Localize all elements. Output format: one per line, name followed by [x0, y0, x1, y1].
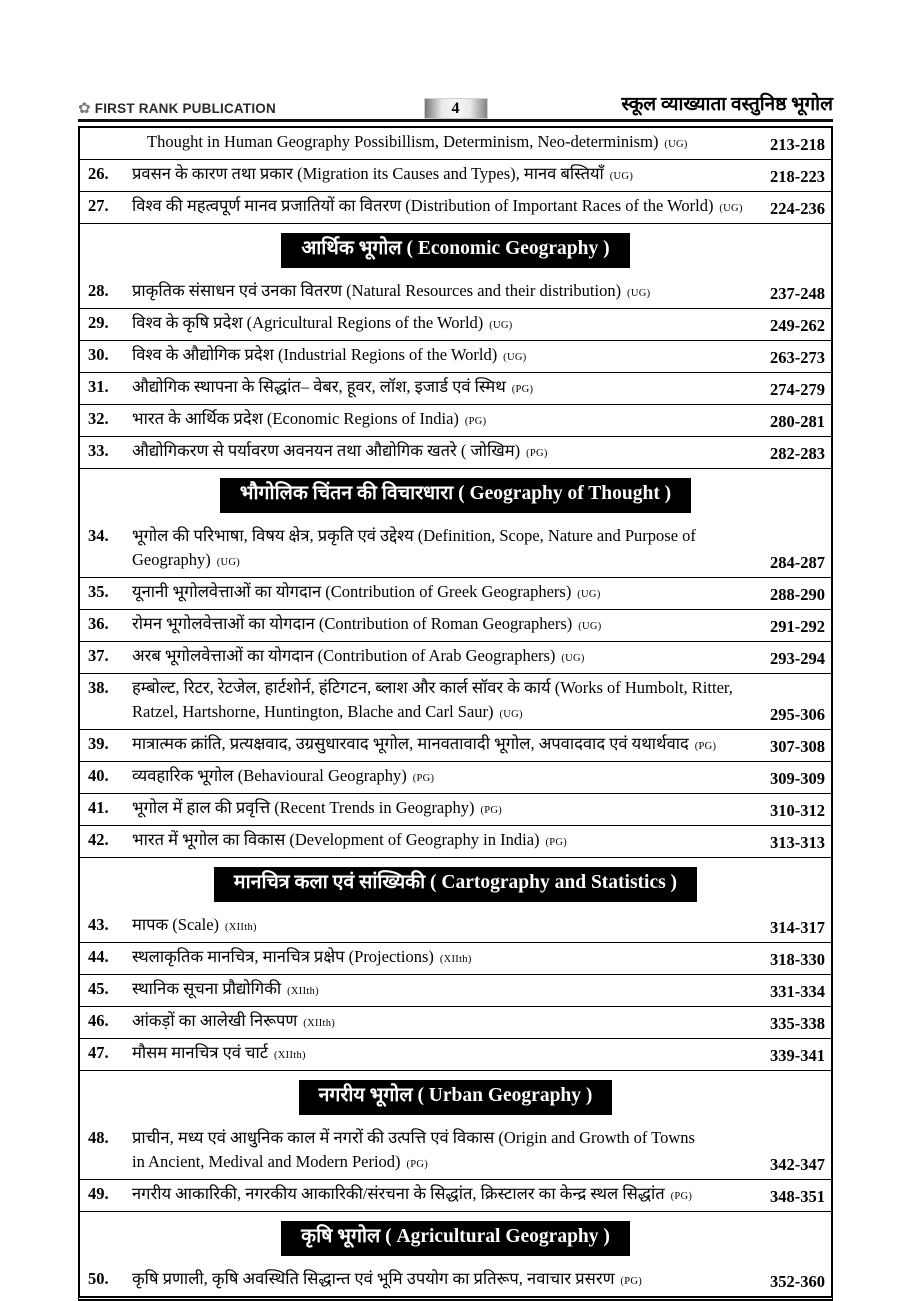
toc-entry [80, 911, 831, 943]
entry-pages: 218-223 [770, 167, 825, 186]
entry-line: Ratzel, Hartshorne, Huntington, Blache and Carl Saur) (UG) [132, 702, 523, 721]
entry-pages: 342-347 [770, 1155, 825, 1174]
entry-pages: 237-248 [770, 284, 825, 303]
grade-tag: (UG) [624, 288, 651, 299]
entry-number: 39. [88, 734, 109, 753]
publisher-logo-icon: ✿ [78, 100, 91, 117]
entry-line: अरब भूगोलवेत्ताओं का योगदान (Contribution of Arab Geographers) (UG) [132, 646, 585, 665]
toc-entry [80, 309, 831, 341]
entry-pages: 284-287 [770, 553, 825, 572]
entry-number: 38. [88, 678, 109, 697]
entry-text [132, 612, 762, 639]
entry-text [132, 796, 762, 823]
toc-entry [80, 975, 831, 1007]
page-number-badge [424, 98, 488, 119]
entry-text [132, 644, 762, 671]
entry-text [132, 1041, 762, 1068]
header-rule [78, 119, 833, 122]
toc-entry [80, 160, 831, 192]
entry-pages: 310-312 [770, 801, 825, 820]
entry-number: 33. [88, 441, 109, 460]
toc-entry [80, 341, 831, 373]
entry-text [132, 977, 762, 1004]
grade-tag: (UG) [575, 621, 602, 632]
entry-line: नगरीय आकारिकी, नगरकीय आकारिकी/संरचना के सिद्धांत, क्रिस्टालर का केन्द्र स्थल सिद्धांत (PG) [132, 1184, 693, 1203]
entry-text [132, 1267, 762, 1294]
grade-tag: (PG) [542, 837, 568, 848]
entry-number: 36. [88, 614, 109, 633]
entry-text [132, 764, 762, 791]
grade-tag: (PG) [403, 1159, 429, 1170]
entry-pages: 293-294 [770, 649, 825, 668]
entry-line: कृषि प्रणाली, कृषि अवस्थिति सिद्धान्त एवं भूमि उपयोग का प्रतिरूप, नवाचार प्रसरण (PG) [132, 1269, 643, 1288]
grade-tag: (UG) [558, 653, 585, 664]
section-title: कृषि भूगोल ( Agricultural Geography ) [281, 1221, 630, 1255]
entry-text [132, 945, 762, 972]
section-header [80, 469, 831, 522]
entry-text [132, 407, 762, 434]
entry-pages: 352-360 [770, 1272, 825, 1291]
entry-line: विश्व के कृषि प्रदेश (Agricultural Regions of the World) (UG) [132, 313, 513, 332]
entry-number: 27. [88, 196, 109, 215]
entry-number: 47. [88, 1043, 109, 1062]
entry-pages: 307-308 [770, 737, 825, 756]
publisher [78, 101, 276, 116]
grade-tag: (PG) [667, 1191, 693, 1202]
grade-tag: (UG) [213, 557, 241, 568]
entry-text [132, 580, 762, 607]
entry-text [132, 279, 762, 306]
entry-pages: 213-218 [770, 135, 825, 154]
entry-number: 50. [88, 1269, 109, 1288]
entry-pages: 291-292 [770, 617, 825, 636]
entry-number: 42. [88, 830, 109, 849]
page-header [78, 90, 833, 116]
toc-entry [80, 610, 831, 642]
entry-number: 30. [88, 345, 109, 364]
section-header [80, 1071, 831, 1124]
entry-pages: 288-290 [770, 585, 825, 604]
grade-tag: (UG) [716, 203, 743, 214]
entry-line: यूनानी भूगोलवेत्ताओं का योगदान (Contribution of Greek Geographers) (UG) [132, 582, 601, 601]
entry-pages: 224-236 [770, 199, 825, 218]
entry-text [132, 130, 762, 157]
entry-line: प्राकृतिक संसाधन एवं उनका वितरण (Natural Resources and their distribution) (UG) [132, 281, 651, 300]
toc-entry [80, 1039, 831, 1071]
entry-number: 29. [88, 313, 109, 332]
entry-text [132, 732, 762, 759]
entry-number: 41. [88, 798, 109, 817]
entry-line: स्थलाकृतिक मानचित्र, मानचित्र प्रक्षेप (Projections) (XIIth) [132, 947, 472, 966]
entry-number: 34. [88, 526, 109, 545]
entry-number: 48. [88, 1128, 109, 1147]
entry-pages: 314-317 [770, 918, 825, 937]
grade-tag: (PG) [409, 773, 435, 784]
toc-entry [80, 373, 831, 405]
toc-entry [80, 437, 831, 469]
entry-text [132, 1009, 762, 1036]
grade-tag: (XIIth) [271, 1050, 306, 1061]
grade-tag: (XIIth) [222, 922, 257, 933]
entry-line: मापक (Scale) (XIIth) [132, 915, 257, 934]
section-header [80, 224, 831, 277]
section-title: नगरीय भूगोल ( Urban Geography ) [299, 1080, 613, 1114]
grade-tag: (PG) [523, 448, 548, 459]
book-title: स्कूल व्याख्याता वस्तुनिष्ठ भूगोल [621, 94, 833, 116]
toc-entry [80, 522, 831, 578]
entry-line: रोमन भूगोलवेत्ताओं का योगदान (Contribution of Roman Geographers) (UG) [132, 614, 602, 633]
entry-line: हम्बोल्ट, रिटर, रेटजेल, हार्टशोर्न, हंटिगटन, ब्लाश और कार्ल सॉवर के कार्य (Works of Humbolt, Ritter, [132, 678, 733, 697]
grade-tag: (UG) [486, 320, 513, 331]
entry-text [132, 913, 762, 940]
entry-pages: 309-309 [770, 769, 825, 788]
entry-number: 26. [88, 164, 109, 183]
toc-entry [80, 578, 831, 610]
entry-line: औद्योगिकरण से पर्यावरण अवनयन तथा औद्योगिक खतरे ( जोखिम) (PG) [132, 441, 548, 460]
entry-number: 37. [88, 646, 109, 665]
grade-tag: (PG) [477, 805, 503, 816]
grade-tag: (XIIth) [300, 1018, 336, 1029]
entry-pages: 274-279 [770, 380, 825, 399]
section-title: मानचित्र कला एवं सांख्यिकी ( Cartography and Statistics ) [214, 867, 697, 901]
grade-tag: (PG) [617, 1276, 643, 1287]
toc-entry [80, 128, 831, 160]
entry-text [132, 194, 762, 221]
entry-pages: 282-283 [770, 444, 825, 463]
entry-line: स्थानिक सूचना प्रौद्योगिकी (XIIth) [132, 979, 319, 998]
section-title: आर्थिक भूगोल ( Economic Geography ) [281, 233, 629, 267]
entry-number: 40. [88, 766, 109, 785]
toc-entry [80, 674, 831, 730]
toc-entry [80, 1124, 831, 1180]
toc-entry [80, 1180, 831, 1212]
toc-entry [80, 1007, 831, 1039]
entry-text [132, 343, 762, 370]
toc-entry [80, 794, 831, 826]
entry-line: विश्व की महत्वपूर्ण मानव प्रजातियों का वितरण (Distribution of Important Races of the World) (UG) [132, 196, 743, 215]
toc-entry [80, 642, 831, 674]
grade-tag: (UG) [606, 171, 634, 182]
entry-text [132, 828, 762, 855]
page-number: 4 [451, 99, 460, 117]
entry-number: 45. [88, 979, 109, 998]
entry-line: भूगोल में हाल की प्रवृत्ति (Recent Trends in Geography) (PG) [132, 798, 503, 817]
grade-tag: (XIIth) [436, 954, 472, 965]
entry-number: 46. [88, 1011, 109, 1030]
grade-tag: (XIIth) [284, 986, 319, 997]
section-header [80, 858, 831, 911]
entry-line: औद्योगिक स्थापना के सिद्धांत– वेबर, हूवर, लॉश, इजार्ड एवं स्मिथ (PG) [132, 377, 534, 396]
entry-number: 32. [88, 409, 109, 428]
entry-number: 31. [88, 377, 109, 396]
grade-tag: (PG) [691, 741, 717, 752]
entry-text [132, 676, 762, 727]
entry-line: विश्व के औद्योगिक प्रदेश (Industrial Regions of the World) (UG) [132, 345, 527, 364]
toc-entry [80, 730, 831, 762]
entry-text [132, 439, 762, 466]
entry-line: आंकड़ों का आलेखी निरूपण (XIIth) [132, 1011, 336, 1030]
toc-entry [80, 277, 831, 309]
entry-text [132, 162, 762, 189]
entry-pages: 295-306 [770, 705, 825, 724]
toc-entry [80, 826, 831, 858]
entry-number: 35. [88, 582, 109, 601]
entry-pages: 348-351 [770, 1187, 825, 1206]
entry-pages: 280-281 [770, 412, 825, 431]
toc-entry [80, 762, 831, 794]
entry-line: प्रवसन के कारण तथा प्रकार (Migration its Causes and Types), मानव बस्तियाँ (UG) [132, 164, 634, 183]
section-header [80, 1212, 831, 1265]
entry-pages: 318-330 [770, 950, 825, 969]
toc-entry [80, 192, 831, 224]
grade-tag: (UG) [661, 139, 688, 150]
entry-pages: 249-262 [770, 316, 825, 335]
toc-table [78, 126, 833, 1301]
entry-pages: 263-273 [770, 348, 825, 367]
entry-pages: 331-334 [770, 982, 825, 1001]
entry-pages: 339-341 [770, 1046, 825, 1065]
entry-number: 43. [88, 915, 109, 934]
grade-tag: (UG) [574, 589, 601, 600]
grade-tag: (PG) [508, 384, 534, 395]
entry-text [132, 1126, 762, 1177]
entry-line: व्यवहारिक भूगोल (Behavioural Geography) (PG) [132, 766, 435, 785]
toc-entry [80, 1265, 831, 1296]
entry-text [132, 1182, 762, 1209]
grade-tag: (UG) [500, 352, 527, 363]
entry-pages: 313-313 [770, 833, 825, 852]
entry-text [132, 311, 762, 338]
entry-number: 49. [88, 1184, 109, 1203]
entry-pages: 335-338 [770, 1014, 825, 1033]
entry-text [132, 524, 762, 575]
entry-number: 28. [88, 281, 109, 300]
grade-tag: (UG) [496, 709, 523, 720]
entry-text [132, 375, 762, 402]
entry-line: प्राचीन, मध्य एवं आधुनिक काल में नगरों की उत्पत्ति एवं विकास (Origin and Growth of Towns [132, 1128, 695, 1147]
section-title: भौगोलिक चिंतन की विचारधारा ( Geography of Thought ) [220, 478, 691, 512]
grade-tag: (PG) [461, 416, 487, 427]
toc-entry [80, 405, 831, 437]
entry-line: मात्रात्मक क्रांति, प्रत्यक्षवाद, उग्रसुधारवाद भूगोल, मानवतावादी भूगोल, अपवादवाद एवं यथार्थवाद (PG) [132, 734, 717, 753]
entry-line: in Ancient, Medival and Modern Period) (PG) [132, 1152, 429, 1171]
entry-line: भारत के आर्थिक प्रदेश (Economic Regions of India) (PG) [132, 409, 487, 428]
entry-line: भूगोल की परिभाषा, विषय क्षेत्र, प्रकृति एवं उद्देश्य (Definition, Scope, Nature and Purpose of Geography) (UG) [132, 526, 696, 569]
entry-line: मौसम मानचित्र एवं चार्ट (XIIth) [132, 1043, 306, 1062]
entry-line: Thought in Human Geography Possibillism, Determinism, Neo-determinism) (UG) [147, 132, 688, 151]
toc-entry [80, 943, 831, 975]
publisher-name: FIRST RANK PUBLICATION [94, 101, 276, 116]
entry-line: भारत में भूगोल का विकास (Development of Geography in India) (PG) [132, 830, 568, 849]
entry-number: 44. [88, 947, 109, 966]
